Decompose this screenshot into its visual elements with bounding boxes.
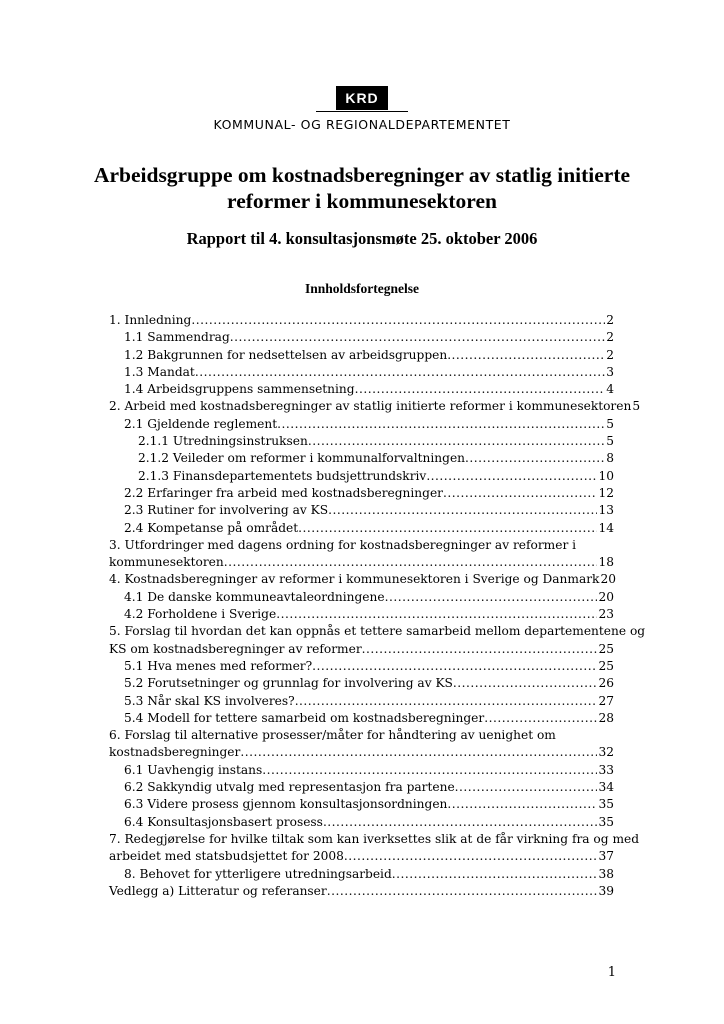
page-number: 1 [607, 965, 616, 980]
toc-entry[interactable] [109, 450, 614, 467]
table-of-contents [109, 312, 646, 900]
toc-entry-page: 2 [606, 347, 614, 362]
toc-entry-page: 37 [598, 849, 614, 864]
toc-entry[interactable] [109, 606, 614, 623]
toc-entry-title: arbeidet med statsbudsjettet for 2008 [109, 849, 344, 864]
toc-entry[interactable] [109, 589, 614, 606]
toc-entry-title-line1: 6. Forslag til alternative prosesser/måter for håndtering av uenighet om [109, 728, 556, 743]
toc-entry-title: 5.3 Når skal KS involveres? [124, 693, 295, 708]
toc-entry-page: 26 [598, 676, 614, 691]
toc-entry-title: kostnadsberegninger [109, 745, 241, 760]
toc-entry[interactable] [109, 675, 614, 692]
toc-entry-title: 4. Kostnadsberegninger av reformer i kommunesektoren i Sverige og Danmark [109, 572, 600, 587]
toc-entry-title: 6.4 Konsultasjonsbasert prosess [124, 814, 323, 829]
logo [0, 86, 724, 110]
toc-entry[interactable] [109, 693, 614, 710]
toc-entry[interactable] [109, 796, 614, 813]
toc-entry-page: 34 [598, 780, 614, 795]
toc-entry-page: 5 [606, 434, 614, 449]
toc-entry-page: 33 [598, 762, 614, 777]
toc-entry-title: 1.3 Mandat [124, 364, 195, 379]
toc-entry-page: 32 [598, 745, 614, 760]
toc-entry[interactable] [109, 883, 614, 900]
ministry-name: KOMMUNAL- OG REGIONALDEPARTEMENTET [213, 117, 511, 132]
logo-rule [316, 111, 408, 112]
toc-entry-title: 2.1.3 Finansdepartementets budsjettrundskriv [138, 468, 427, 483]
toc-entry[interactable] [109, 364, 614, 381]
toc-entry[interactable] [109, 485, 614, 502]
toc-entry-title: 1.2 Bakgrunnen for nedsettelsen av arbeidsgruppen [124, 347, 448, 362]
toc-entry-page: 25 [598, 641, 614, 656]
toc-entry-title-line1: 5. Forslag til hvordan det kan oppnås et tettere samarbeid mellom departementene og [109, 624, 646, 639]
toc-entry-title: 2.2 Erfaringer fra arbeid med kostnadsberegninger [124, 485, 443, 500]
toc-entry[interactable] [109, 571, 614, 588]
toc-entry[interactable] [109, 866, 614, 883]
toc-entry[interactable] [109, 329, 614, 346]
toc-entry[interactable] [109, 416, 614, 433]
toc-entry-page: 20 [600, 572, 616, 587]
toc-entry-title: Vedlegg a) Litteratur og referanser [109, 883, 327, 898]
toc-entry[interactable] [109, 381, 614, 398]
toc-entry[interactable] [109, 433, 614, 450]
toc-entry-page: 2 [606, 313, 614, 327]
toc-entry[interactable] [109, 537, 614, 572]
toc-entry-title: 1.4 Arbeidsgruppens sammensetning [124, 382, 355, 397]
toc-entry-title: 1. Innledning [109, 313, 192, 327]
toc-entry-page: 8 [606, 451, 614, 466]
toc-entry[interactable] [109, 312, 614, 329]
toc-entry-page: 13 [598, 503, 614, 518]
toc-entry[interactable] [109, 831, 640, 866]
toc-entry-title-line1: 3. Utfordringer med dagens ordning for kostnadsberegninger av reformer i [109, 537, 577, 552]
toc-entry-page: 39 [598, 883, 614, 898]
toc-entry-title: 5.1 Hva menes med reformer? [124, 658, 313, 673]
toc-entry[interactable] [109, 347, 614, 364]
toc-entry-title-line1: 7. Redegjørelse for hvilke tiltak som kan iverksettes slik at de får virkning fra og med [109, 831, 640, 846]
toc-entry-title: 1.1 Sammendrag [124, 330, 230, 345]
toc-entry[interactable] [109, 779, 614, 796]
toc-entry-title: 6.1 Uavhengig instans [124, 762, 263, 777]
logo-abbreviation: KRD [336, 86, 387, 110]
toc-entry[interactable] [109, 520, 614, 537]
toc-entry[interactable] [109, 623, 646, 658]
toc-entry[interactable] [109, 658, 614, 675]
toc-entry[interactable] [109, 502, 614, 519]
toc-entry-page: 27 [598, 693, 614, 708]
toc-entry-page: 28 [598, 710, 614, 725]
toc-entry-page: 12 [598, 485, 614, 500]
toc-entry-title: 5.2 Forutsetninger og grunnlag for involvering av KS [124, 676, 453, 691]
toc-entry-page: 14 [598, 520, 614, 535]
toc-entry-page: 4 [606, 382, 614, 397]
toc-entry-title: 2. Arbeid med kostnadsberegninger av statlig initierte reformer i kommunesektoren [109, 399, 632, 414]
toc-entry-page: 3 [606, 364, 614, 379]
toc-entry[interactable] [109, 710, 614, 727]
toc-entry-title: 5.4 Modell for tettere samarbeid om kostnadsberegninger [124, 710, 485, 725]
toc-entry-page: 5 [632, 399, 641, 414]
toc-entry[interactable] [109, 814, 614, 831]
toc-entry-page: 35 [598, 814, 614, 829]
toc-entry-page: 2 [606, 330, 614, 345]
toc-entry-page: 38 [598, 866, 614, 881]
toc-entry-title: 2.1 Gjeldende reglement [124, 416, 278, 431]
toc-entry[interactable] [109, 468, 614, 485]
toc-entry[interactable] [109, 727, 614, 762]
toc-entry-title: 2.1.2 Veileder om reformer i kommunalforvaltningen [138, 451, 466, 466]
toc-entry-title: KS om kostnadsberegninger av reformer [109, 641, 362, 656]
toc-entry-title: kommunesektoren [109, 555, 224, 570]
toc-entry-title: 2.1.1 Utredningsinstruksen [138, 434, 308, 449]
toc-entry-page: 5 [606, 416, 614, 431]
toc-entry-title: 6.3 Videre prosess gjennom konsultasjonsordningen [124, 797, 448, 812]
toc-heading: Innholdsfortegnelse [304, 281, 419, 296]
toc-entry-title: 2.4 Kompetanse på området [124, 520, 299, 535]
toc-entry-page: 35 [598, 797, 614, 812]
toc-entry[interactable] [109, 762, 614, 779]
toc-entry-title: 2.3 Rutiner for involvering av KS [124, 503, 329, 518]
document-title: Arbeidsgruppe om kostnadsberegninger av statlig initierte reformer i kommunesektoren [93, 163, 631, 213]
toc-entry[interactable] [109, 398, 641, 415]
toc-entry-page: 10 [598, 468, 614, 483]
toc-entry-page: 20 [598, 589, 614, 604]
toc-entry-title: 4.2 Forholdene i Sverige [124, 607, 277, 622]
toc-entry-title: 6.2 Sakkyndig utvalg med representasjon fra partene [124, 780, 455, 795]
toc-entry-page: 18 [598, 555, 614, 570]
toc-entry-page: 25 [598, 658, 614, 673]
toc-entry-page: 23 [598, 607, 614, 622]
toc-entry-title: 8. Behovet for ytterligere utredningsarbeid [124, 866, 392, 881]
toc-entry-title: 4.1 De danske kommuneavtaleordningene [124, 589, 385, 604]
document-subtitle: Rapport til 4. konsultasjonsmøte 25. oktober 2006 [186, 229, 538, 248]
